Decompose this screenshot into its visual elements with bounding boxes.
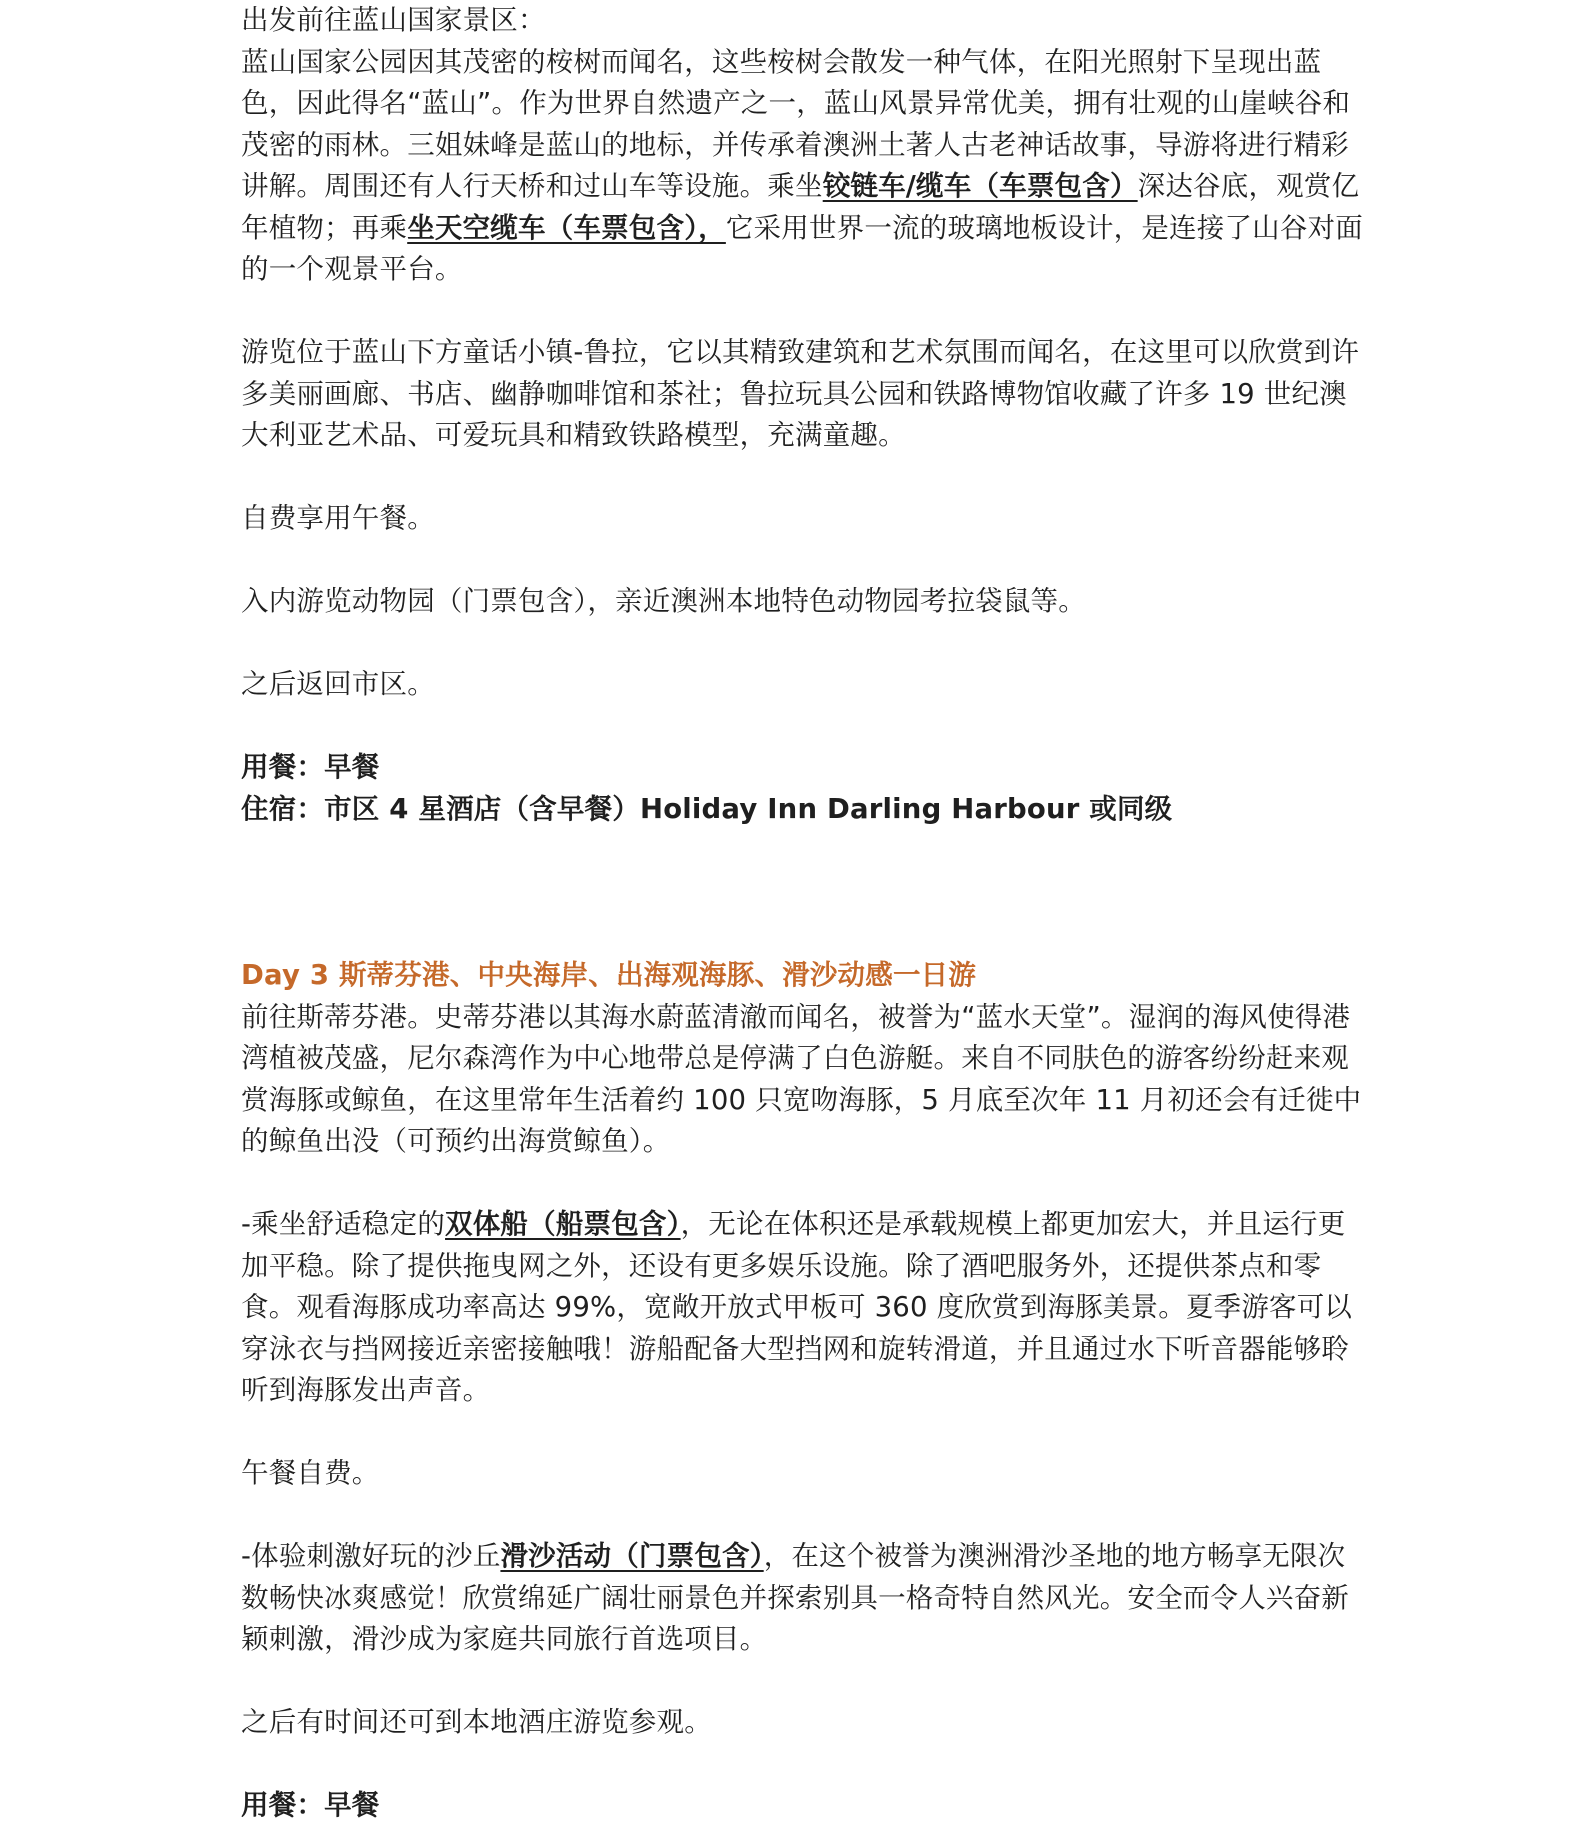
day3-catamaran-paragraph <box>241 1204 1371 1412</box>
day2-text: 它采用世界一流的玻璃地板设计，是连接了山谷对面的一个观景平台。 <box>241 211 1363 285</box>
day3-sandboarding-highlight: 滑沙活动（门票包含） <box>500 1540 764 1572</box>
day3-text: ，在这个被誉为澳洲滑沙圣地的地方畅享无限次数畅快冰爽感觉！欣赏绵延广阔壮丽景色并探索别具一格奇特自然风光。安全而令人兴奋新颖刺激，滑沙成为家庭共同旅行首选项目。 <box>241 1540 1349 1655</box>
day2-meals: 用餐：早餐 <box>241 751 380 783</box>
day3-meals: 用餐：早餐 <box>241 1789 380 1821</box>
day2-skyway-highlight: 坐天空缆车（车票包含）， <box>407 211 726 244</box>
day2-leura-paragraph: 游览位于蓝山下方童话小镇-鲁拉，它以其精致建筑和艺术氛围而闻名，在这里可以欣赏到许多美丽画廊、书店、幽静咖啡馆和茶社；鲁拉玩具公园和铁路博物馆收藏了许多 19 世纪澳大利亚艺术品、可爱玩具和精致铁路模型，充满童趣。 <box>241 336 1360 451</box>
document-page <box>241 0 1371 1827</box>
day2-return-paragraph: 之后返回市区。 <box>241 668 435 700</box>
day3-sandboarding-paragraph <box>241 1536 1371 1661</box>
day3-text: -乘坐舒适稳定的 <box>241 1208 446 1240</box>
day3-title: Day 3 斯蒂芬港、中央海岸、出海观海豚、滑沙动感一日游 <box>241 959 977 991</box>
day2-cable-car-highlight: 铰链车/缆车（车票包含） <box>822 170 1138 202</box>
day3-text: ，无论在体积还是承载规模上都更加宏大，并且运行更加平稳。除了提供拖曳网之外，还设有更多娱乐设施。除了酒吧服务外，还提供茶点和零食。观看海豚成功率高达 99%，宽敞开放式甲板可 360 度欣赏到海豚美景。夏季游客可以穿泳衣与挡网接近亲密接触哦！游船配备大型挡网和旋转滑道，并且通过水下听音器能够聆听到海豚发出声音。 <box>241 1208 1353 1406</box>
day3-winery-paragraph: 之后有时间还可到本地酒庄游览参观。 <box>241 1706 712 1738</box>
day2-lunch-paragraph: 自费享用午餐。 <box>241 502 435 534</box>
day3-lunch-paragraph: 午餐自费。 <box>241 1457 380 1489</box>
day2-zoo-paragraph: 入内游览动物园（门票包含），亲近澳洲本地特色动物园考拉袋鼠等。 <box>241 585 1086 617</box>
day3-catamaran-highlight: 双体船（船票包含） <box>445 1208 681 1240</box>
day2-text: 蓝山国家公园因其茂密的桉树而闻名，这些桉树会散发一种气体，在阳光照射下呈现出蓝色，因此得名“蓝山”。作为世界自然遗产之一，蓝山风景异常优美，拥有壮观的山崖峡谷和茂密的雨林。三姐妹峰是蓝山的地标，并传承着澳洲土著人古老神话故事，导游将进行精彩讲解。周围还有人行天桥和过山车等设施。乘坐 <box>241 45 1351 202</box>
day2-hotel: 住宿：市区 4 星酒店（含早餐）Holiday Inn Darling Harbour 或同级 <box>241 792 1173 825</box>
day3-text: -体验刺激好玩的沙丘 <box>241 1540 501 1572</box>
day2-blue-mountains-paragraph <box>241 42 1371 291</box>
day2-text: 深达谷底，观赏亿年植物；再乘 <box>241 170 1360 244</box>
day3-port-stephens-paragraph: 前往斯蒂芬港。史蒂芬港以其海水蔚蓝清澈而闻名，被誉为“蓝水天堂”。湿润的海风使得港湾植被茂盛，尼尔森湾作为中心地带总是停满了白色游艇。来自不同肤色的游客纷纷赶来观赏海豚或鲸鱼，在这里常年生活着约 100 只宽吻海豚，5 月底至次年 11 月初还会有迁徙中的鲸鱼出没（可预约出海赏鲸鱼）。 <box>241 1000 1362 1157</box>
day2-intro-heading: 出发前往蓝山国家景区： <box>241 4 546 36</box>
